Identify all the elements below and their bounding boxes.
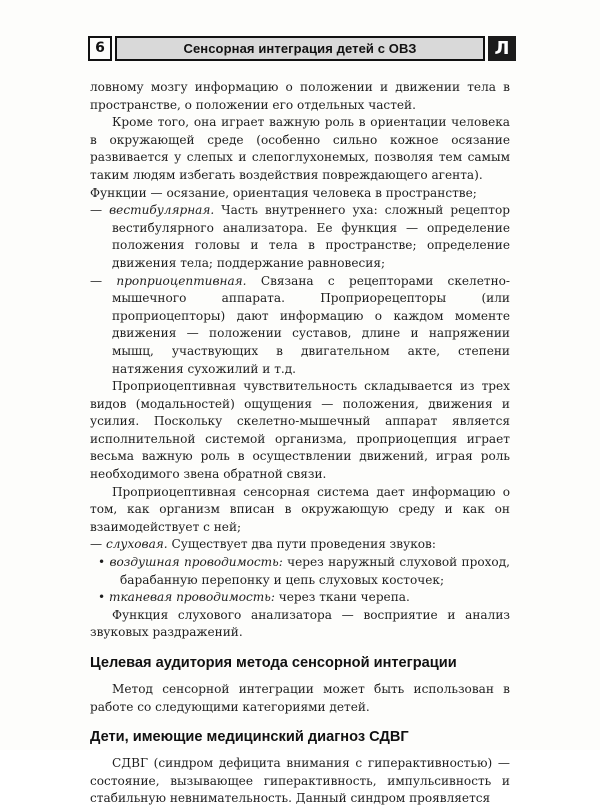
paragraph: Проприоцептивная чувствительность складывается из трех видов (модальностей) ощущения — положения, движения и усилия. Поскольку скелетно-мышечный аппарат является исполнительной системой организма, проприоцепция играет весьма важную роль в осуществлении движений, играя роль необходимого звена обратной связи.: [90, 379, 510, 482]
section-heading: Дети, имеющие медицинский диагноз СДВГ: [90, 729, 409, 746]
list-text: Существует два пути проведения звуков:: [167, 537, 436, 552]
body-text: [90, 79, 510, 808]
bullet-item: [90, 554, 510, 589]
bullet-mark: •: [98, 590, 109, 605]
list-dash: —: [90, 273, 117, 288]
paragraph: Проприоцептивная сенсорная система дает информацию о том, как организм вписан в окружающую среду и как он взаимодействует с ней;: [90, 484, 510, 534]
paragraph: Функции — осязание, ориентация человека в пространстве;: [90, 185, 477, 200]
paragraph: Кроме того, она играет важную роль в ориентации человека в окружающей среде (особенно сильно кожное осязание развивается у слепых и слепоглухонемых, позволяя тем самым таким людям избегать воздействия повреждающего агента).: [90, 115, 510, 182]
list-item-auditory: [90, 536, 510, 554]
paragraph: ловному мозгу информацию о положении и движении тела в пространстве, о положении его отдельных частей.: [90, 80, 510, 112]
list-item-vestibular: [90, 202, 510, 272]
bullet-term: тканевая проводимость:: [108, 590, 275, 605]
list-term: проприоцептивная.: [116, 273, 247, 288]
section-heading: Целевая аудитория метода сенсорной интеграции: [90, 655, 457, 671]
running-header: [88, 36, 516, 61]
list-text: Связана с рецепторами скелетно-мышечного аппарата. Проприорецепторы (или проприоцепторы) дают информацию о каждом моменте движения — положении суставов, длине и напряжении мышц, участвующих в двигательном акте, степени натяжения сухожилий и т.д.: [112, 273, 510, 376]
list-dash: —: [90, 537, 106, 552]
list-dash: —: [90, 203, 110, 218]
bullet-item: [90, 589, 510, 607]
list-term: вестибулярная.: [109, 203, 215, 218]
paragraph: СДВГ (синдром дефицита внимания с гиперактивностью) — состояние, вызывающее гиперактивность, импульсивность и стабильную невнимательность. Данный синдром проявляется: [90, 756, 510, 806]
bullet-text: через наружный слуховой проход, барабанную перепонку и цепь слуховых косточек;: [120, 555, 510, 587]
bullet-term: воздушная проводимость:: [109, 555, 283, 570]
publisher-logo: Л: [488, 36, 516, 61]
list-item-proprioceptive: [90, 273, 510, 379]
list-text: Часть внутреннего уха: сложный рецептор вестибулярного анализатора. Ее функция — определение положения головы и тела в пространстве; определение движения тела; поддержание равновесия;: [112, 203, 510, 270]
running-title: Сенсорная интеграция детей с ОВЗ: [115, 36, 485, 61]
bullet-mark: •: [98, 555, 110, 570]
page-number: 6: [88, 36, 112, 61]
paragraph: Функция слухового анализатора — восприятие и анализ звуковых раздражений.: [90, 607, 510, 640]
bullet-text: через ткани черепа.: [274, 590, 410, 605]
paragraph: Метод сенсорной интеграции может быть использован в работе со следующими категориями детей.: [90, 682, 510, 714]
list-term: слуховая.: [105, 537, 168, 552]
